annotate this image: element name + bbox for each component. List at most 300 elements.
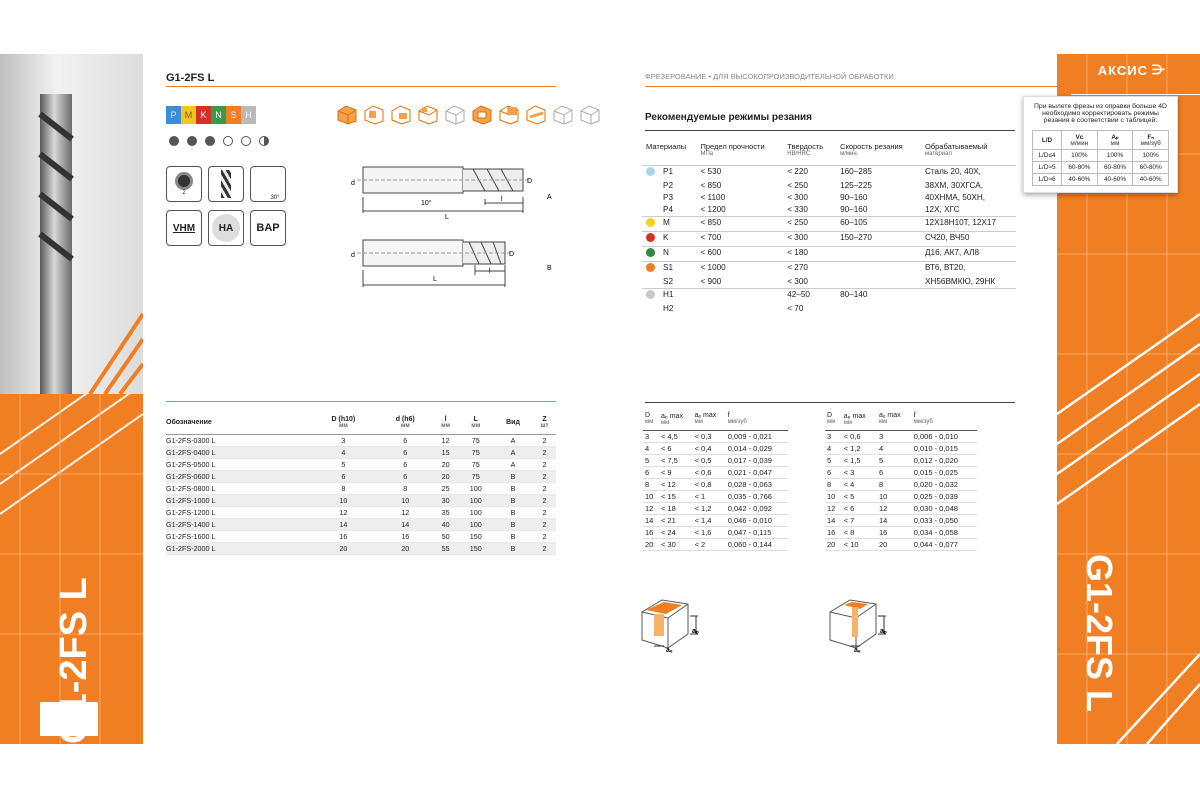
table-cell: < 1100 — [700, 193, 726, 202]
table-cell: B — [493, 482, 533, 494]
table-cell: 12 — [643, 502, 659, 514]
table-cell: K — [659, 231, 696, 246]
table-cell: B — [493, 530, 533, 542]
material-marker — [642, 165, 659, 180]
table-cell: 14 — [378, 518, 433, 530]
table-cell: 100% — [1097, 150, 1133, 162]
table-cell: 14 — [643, 514, 659, 526]
table-cell: 150 — [458, 542, 493, 554]
column-header — [827, 412, 840, 425]
table-header-cell — [825, 408, 842, 430]
table-header-cell — [842, 408, 877, 430]
drawing-l-b: l — [489, 268, 491, 275]
material-marker — [642, 180, 659, 192]
table-cell: 60-80% — [1097, 162, 1133, 174]
table-cell: < 7,5 — [659, 454, 693, 466]
table-cell: B — [493, 542, 533, 554]
table-row — [825, 454, 977, 466]
material-dot-icon — [646, 218, 655, 227]
table-cell: < 300 — [787, 193, 808, 202]
helix-graphic-icon — [221, 170, 231, 198]
table-header-cell — [1097, 131, 1133, 150]
table-cell: < 0,6 — [842, 430, 877, 442]
vhm-badge — [166, 210, 202, 246]
dot-s — [241, 136, 251, 146]
table-cell: 20 — [378, 542, 433, 554]
cutting-modes-table — [642, 140, 1016, 315]
table-header-cell — [693, 408, 726, 430]
table-cell: 25 — [433, 482, 459, 494]
table-cell: 4 — [309, 446, 378, 458]
table-header-cell — [783, 140, 836, 165]
flutes-icon — [166, 166, 202, 202]
table-row — [166, 530, 556, 542]
material-k: K — [196, 106, 211, 124]
table-cell: 0,021 - 0,047 — [726, 466, 788, 478]
ap-label-b: aₚ — [880, 628, 887, 635]
table-cell: L/D≈6 — [1033, 174, 1062, 186]
operation-cube-10-icon — [579, 103, 601, 125]
table-cell: G1-2FS-0600 L — [166, 470, 309, 482]
material-s: S — [226, 106, 241, 124]
material-dot-icon — [646, 167, 655, 176]
brand-mark-icon: ⋺ — [1152, 62, 1166, 77]
table-row — [825, 442, 977, 454]
brand-rule — [1071, 94, 1200, 95]
table-cell: H2 — [663, 304, 674, 313]
table-cell: G1-2FS-0300 L — [166, 434, 309, 446]
table-cell: 0,047 - 0,115 — [726, 526, 788, 538]
table-cell: 10 — [378, 494, 433, 506]
operation-cube-7-icon — [498, 103, 520, 125]
table-header-cell — [921, 140, 1016, 165]
operation-cube-5-icon — [444, 103, 466, 125]
table-cell: 75 — [458, 434, 493, 446]
column-header — [1135, 133, 1166, 147]
table-cell: 8 — [825, 478, 842, 490]
table-cell: < 530 — [696, 165, 783, 180]
column-header — [700, 142, 779, 157]
table-header-row — [166, 412, 556, 434]
table-header-cell — [912, 408, 977, 430]
page-title-left: G1-2FS L — [166, 72, 215, 84]
table-cell: 20 — [433, 458, 459, 470]
table-cell: 10 — [309, 494, 378, 506]
table-cell: < 0,8 — [693, 478, 726, 490]
table-cell: 60-80% — [1133, 162, 1169, 174]
column-header-unit: МПа — [700, 150, 714, 157]
table-cell: 0,044 - 0,077 — [912, 538, 977, 550]
column-header-unit: м/мин. — [840, 150, 859, 157]
table-cell: 16 — [309, 530, 378, 542]
table-cell: 100 — [458, 506, 493, 518]
dot-h — [259, 136, 269, 146]
table-cell: < 850 — [696, 216, 783, 231]
column-header-label: D — [827, 412, 833, 420]
table-cell: P1 — [659, 165, 696, 180]
table-cell: < 0,5 — [693, 454, 726, 466]
column-header — [728, 412, 786, 425]
table-cell: 0,028 - 0,063 — [726, 478, 788, 490]
table-cell: < 24 — [659, 526, 693, 538]
table-cell: 20 — [877, 538, 912, 550]
table-cell: 75 — [458, 458, 493, 470]
column-header-label: f — [913, 412, 916, 420]
table-cell: Сталь 20, 40Х, — [921, 165, 1016, 180]
table-cell: < 0,6 — [693, 466, 726, 478]
column-header-unit: мм/зуб — [913, 419, 933, 426]
table-cell: < 0,3 — [693, 430, 726, 442]
table-cell: 2 — [533, 470, 556, 482]
table-cell: S2 — [663, 277, 674, 286]
end-mill-illustration — [0, 54, 143, 394]
operation-cube-8-icon — [525, 103, 547, 125]
column-header-label: d (h6) — [395, 416, 415, 424]
table-cell: 150 — [458, 530, 493, 542]
table-cell: 0,042 - 0,092 — [726, 502, 788, 514]
column-header-unit: материал — [924, 150, 952, 157]
brand-name: АКСИС — [1097, 62, 1148, 78]
table-cell: 0,034 - 0,058 — [912, 526, 977, 538]
column-header — [533, 416, 556, 429]
operation-cube-1-icon — [336, 103, 358, 125]
table-cell: 30 — [433, 494, 459, 506]
table-cell: G1-2FS-0800 L — [166, 482, 309, 494]
table-cell: 14 — [309, 518, 378, 530]
drawing-d-a: d — [351, 180, 355, 187]
brand-logo — [1057, 54, 1200, 86]
table-cell: 20 — [433, 470, 459, 482]
table-cell: P2 — [663, 181, 674, 190]
table-header-cell — [1133, 131, 1169, 150]
column-header-unit: мм — [1110, 141, 1120, 147]
column-header-unit: шт — [540, 423, 549, 430]
column-header — [1064, 134, 1095, 147]
column-header-label: D (h10) — [331, 416, 356, 424]
material-strip — [166, 106, 256, 124]
left-spine — [0, 54, 143, 744]
table-cell: 6 — [378, 434, 433, 446]
table-row — [825, 466, 977, 478]
table-cell: G1-2FS-1200 L — [166, 506, 309, 518]
column-header — [787, 142, 832, 157]
table-cell: B — [493, 518, 533, 530]
column-header-unit: мм — [645, 419, 654, 426]
table-cell: 100 — [458, 494, 493, 506]
table-cell: 12 — [309, 506, 378, 518]
ae-label-b: aₑ — [854, 647, 861, 654]
table-cell: < 10 — [842, 538, 877, 550]
table-cell: 2 — [533, 542, 556, 554]
table-cell: 3 — [877, 430, 912, 442]
column-header-label: Vc — [1075, 133, 1084, 141]
material-marker — [642, 246, 659, 261]
column-header — [661, 412, 691, 426]
table-cell: 2 — [533, 446, 556, 458]
table-cell: 8 — [643, 478, 659, 490]
table-cell: 15 — [433, 446, 459, 458]
column-header — [1100, 133, 1131, 147]
page-header-right: ФРЕЗЕРОВАНИЕ • ДЛЯ ВЫСОКОПРОИЗВОДИТЕЛЬНОЙ ОБРАБОТКИ — [645, 72, 894, 81]
feed-tables-rule — [645, 402, 1015, 403]
table-row — [1033, 162, 1169, 174]
table-header-cell — [1033, 131, 1062, 150]
table-row — [825, 430, 977, 442]
column-header-unit: мм — [441, 423, 451, 430]
material-marker — [642, 276, 659, 289]
table-cell: < 330 — [787, 205, 808, 214]
table-row — [642, 261, 1016, 276]
overhang-note-text: При вылете фрезы из оправки больше 4D необходимо корректировать режимы резания в соответствии с таблицей: — [1034, 103, 1167, 124]
table-cell — [836, 276, 921, 289]
table-cell: B — [493, 494, 533, 506]
table-cell: 100% — [1062, 150, 1098, 162]
column-header — [378, 416, 433, 429]
cut-diagram-a — [632, 590, 712, 655]
spine-title: G1-2FS L — [53, 577, 95, 744]
table-cell: 16 — [825, 526, 842, 538]
table-cell: 14 — [825, 514, 842, 526]
section-title: Рекомендуемые режимы резания — [645, 112, 813, 123]
table-row — [166, 458, 556, 470]
feed-table-a — [643, 408, 788, 551]
table-cell: 5 — [643, 454, 659, 466]
operation-icons — [336, 103, 601, 125]
table-cell: 5 — [309, 458, 378, 470]
table-header-cell — [309, 412, 378, 434]
table-row — [643, 502, 788, 514]
table-row — [642, 246, 1016, 261]
table-cell: < 12 — [659, 478, 693, 490]
column-header-label: D — [645, 412, 651, 420]
table-cell: < 5 — [842, 490, 877, 502]
dot-k — [205, 136, 215, 146]
table-cell: < 700 — [696, 231, 783, 246]
table-cell: < 1,4 — [693, 514, 726, 526]
table-cell: 75 — [458, 470, 493, 482]
table-cell: 12 — [378, 506, 433, 518]
material-dot-icon — [646, 290, 655, 299]
table-row — [166, 518, 556, 530]
table-cell: 60–105 — [836, 216, 921, 231]
overhang-table — [1032, 130, 1169, 186]
table-row — [643, 526, 788, 538]
table-cell: 6 — [825, 466, 842, 478]
table-cell: < 70 — [787, 304, 804, 313]
table-cell: B — [493, 506, 533, 518]
column-header-unit: мм/зуб — [1140, 141, 1161, 147]
table-row — [642, 276, 1016, 289]
table-cell: 4 — [643, 442, 659, 454]
cut-diagram-b — [820, 590, 900, 655]
table-header-cell — [877, 408, 912, 430]
flutes-label: 2 — [182, 190, 186, 196]
table-cell: < 1,2 — [842, 442, 877, 454]
table-cell: 12Х, ХГС — [924, 205, 960, 214]
column-header — [695, 412, 724, 425]
table-cell: < 300 — [787, 277, 808, 286]
table-cell: < 1000 — [696, 261, 783, 276]
left-title-rule — [166, 86, 556, 87]
table-cell: 16 — [877, 526, 912, 538]
table-header-cell — [166, 412, 309, 434]
material-dot-icon — [646, 248, 655, 257]
table-cell: G1-2FS-1400 L — [166, 518, 309, 530]
table-row — [825, 514, 977, 526]
table-cell: 0,009 - 0,021 — [726, 430, 788, 442]
column-header-label: aₚ max — [660, 412, 683, 420]
table-cell: < 180 — [783, 246, 836, 261]
operation-cube-6-icon — [471, 103, 493, 125]
table-cell: 38ХМ, 30ХГСА, — [924, 181, 984, 190]
column-header-unit: мм — [694, 419, 703, 426]
table-cell: 90–160 — [840, 193, 868, 202]
table-header-cell — [643, 408, 659, 430]
table-cell: G1-2FS-1000 L — [166, 494, 309, 506]
table-cell: 10 — [877, 490, 912, 502]
ha-badge — [208, 210, 244, 246]
table-cell: 160–285 — [836, 165, 921, 180]
table-cell: 6 — [643, 466, 659, 478]
table-cell: СЧ20, ВЧ50 — [921, 231, 1016, 246]
table-header-cell — [659, 408, 693, 430]
table-cell — [921, 303, 1016, 315]
table-header-cell — [378, 412, 433, 434]
table-row — [166, 470, 556, 482]
table-cell: 0,020 - 0,032 — [912, 478, 977, 490]
table-row — [643, 430, 788, 442]
drawing-l-a: l — [501, 196, 503, 203]
table-cell — [836, 303, 921, 315]
column-header-unit: мм/зуб — [727, 419, 747, 426]
table-row — [166, 434, 556, 446]
feed-table-b — [825, 408, 977, 551]
table-cell: 100% — [1133, 150, 1169, 162]
table-cell: 6 — [309, 470, 378, 482]
table-cell: 6 — [877, 466, 912, 478]
table-cell: 40-60% — [1133, 174, 1169, 186]
spec-table — [166, 412, 556, 555]
table-cell: P4 — [663, 205, 674, 214]
table-cell: < 9 — [659, 466, 693, 478]
table-cell: 4 — [825, 442, 842, 454]
column-header-label: Обрабатываемый — [924, 141, 988, 151]
column-header-label: Aₚ — [1111, 134, 1119, 141]
table-row — [825, 478, 977, 490]
table-cell: < 15 — [659, 490, 693, 502]
table-cell: < 30 — [659, 538, 693, 550]
table-cell — [696, 303, 783, 315]
column-header-label: Fₙ — [1147, 134, 1154, 141]
table-cell: M — [659, 216, 696, 231]
table-cell: 125–225 — [840, 181, 872, 190]
table-row — [643, 466, 788, 478]
column-header — [879, 412, 910, 425]
table-cell: < 6 — [842, 502, 877, 514]
table-cell: < 8 — [842, 526, 877, 538]
table-cell: 100 — [458, 518, 493, 530]
table-cell: 2 — [533, 482, 556, 494]
table-cell: 2 — [533, 434, 556, 446]
table-row — [166, 494, 556, 506]
table-cell: < 250 — [783, 216, 836, 231]
table-cell — [921, 288, 1016, 303]
table-cell: 8 — [309, 482, 378, 494]
table-header-row — [643, 408, 788, 430]
table-cell: 2 — [533, 458, 556, 470]
column-header-unit: мм — [400, 423, 410, 430]
ha-label: HA — [212, 214, 240, 242]
table-row — [642, 288, 1016, 303]
table-cell: 0,046 - 0,010 — [726, 514, 788, 526]
ae-label-a: aₑ — [666, 647, 673, 654]
table-row — [166, 542, 556, 554]
table-cell: G1-2FS-1600 L — [166, 530, 309, 542]
table-row — [166, 446, 556, 458]
table-cell: < 2 — [693, 538, 726, 550]
table-cell — [836, 246, 921, 261]
table-row — [825, 502, 977, 514]
table-cell: < 270 — [783, 261, 836, 276]
table-cell: < 3 — [842, 466, 877, 478]
table-row — [642, 165, 1016, 180]
column-header-unit: мм — [843, 419, 852, 426]
table-cell: G1-2FS-2000 L — [166, 542, 309, 554]
table-row — [825, 526, 977, 538]
table-cell: 8 — [378, 482, 433, 494]
table-cell: 12 — [433, 434, 459, 446]
table-cell: 0,033 - 0,050 — [912, 514, 977, 526]
table-cell: L/D≈5 — [1033, 162, 1062, 174]
table-cell: Д16, АК7, АЛ8 — [921, 246, 1016, 261]
table-cell: S1 — [659, 261, 696, 276]
table-cell: 6 — [378, 446, 433, 458]
table-header-cell — [642, 140, 696, 165]
table-cell: 0,017 - 0,039 — [726, 454, 788, 466]
table-row — [642, 216, 1016, 231]
column-header-unit: мм — [827, 419, 836, 426]
table-row — [825, 490, 977, 502]
table-header-row — [642, 140, 1016, 165]
table-cell: < 850 — [700, 181, 722, 190]
operation-cube-4-icon — [417, 103, 439, 125]
table-cell: < 0,4 — [693, 442, 726, 454]
table-cell: 2 — [533, 530, 556, 542]
table-cell: 3 — [825, 430, 842, 442]
material-marker — [642, 192, 659, 204]
end-mill-photo — [0, 54, 143, 394]
column-header — [925, 142, 1012, 157]
column-header-unit: мм — [660, 419, 670, 426]
helix-angle-label: 30° — [270, 195, 280, 201]
table-cell: 0,030 - 0,048 — [912, 502, 977, 514]
table-cell: B — [493, 470, 533, 482]
ap-label-a: aₚ — [692, 628, 699, 635]
table-cell: < 4,5 — [659, 430, 693, 442]
material-marker — [642, 231, 659, 246]
table-cell: 0,035 - 0,766 — [726, 490, 788, 502]
material-marker — [642, 204, 659, 217]
table-cell: 0,014 - 0,029 — [726, 442, 788, 454]
table-cell: < 6 — [659, 442, 693, 454]
column-header — [458, 416, 493, 429]
helix-icon — [208, 166, 244, 202]
table-cell: N — [659, 246, 696, 261]
column-header — [844, 412, 875, 426]
material-m: M — [181, 106, 196, 124]
material-p: P — [166, 106, 181, 124]
table-row — [825, 538, 977, 550]
